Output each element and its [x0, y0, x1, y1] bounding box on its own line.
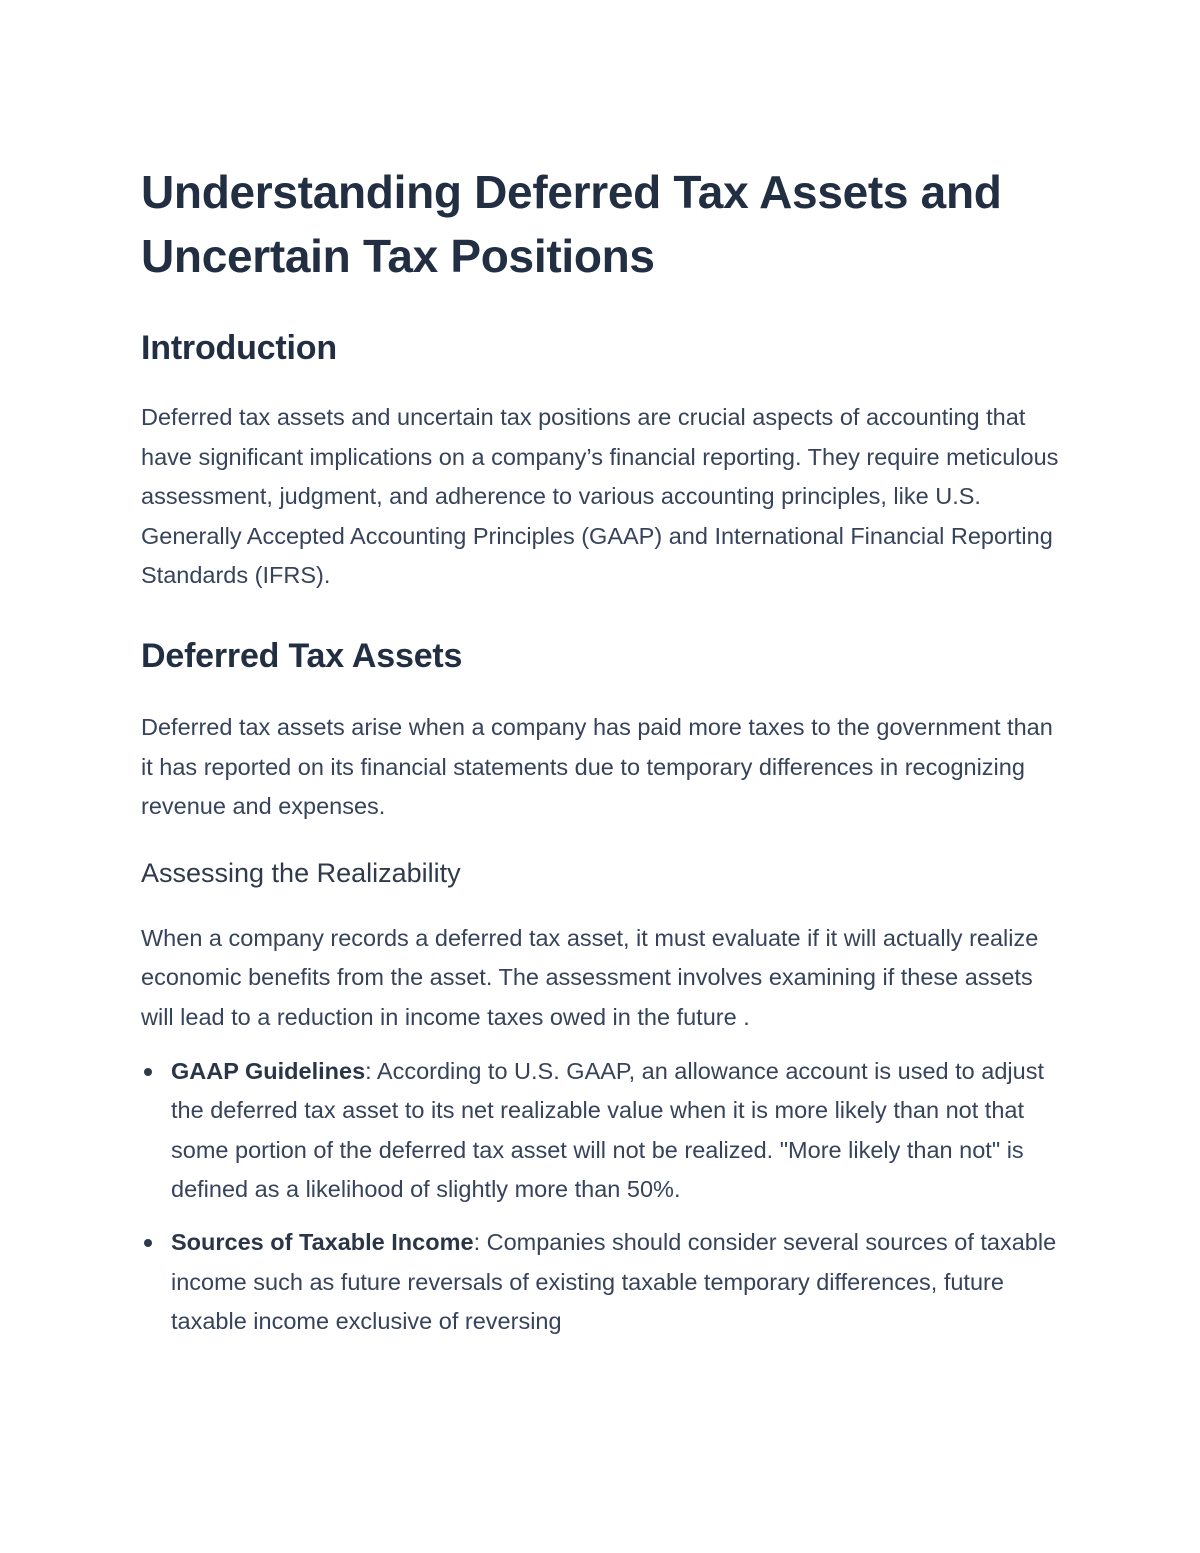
section-heading-introduction: Introduction	[141, 329, 337, 367]
deferred-tax-assets-paragraph: Deferred tax assets arise when a company has paid more taxes to the government than it has reported on its financial statements due to temporary differences in recognizing revenue and expenses.	[141, 713, 1053, 820]
realizability-bullet-list	[141, 1052, 1061, 1342]
bullet-term: GAAP Guidelines	[171, 1057, 366, 1084]
section-heading-deferred-tax-assets: Deferred Tax Assets	[141, 636, 463, 675]
bullet-text: : According to U.S. GAAP, an allowance account is used to adjust the deferred tax asset to its net realizable value when it is more likely than not that some portion of the deferred tax asset will not be realized. "More likely than not" is defined as a likelihood of slightly more than 50%.	[171, 1057, 1044, 1203]
list-item	[141, 1052, 1061, 1210]
document-title: Understanding Deferred Tax Assets and Uncertain Tax Positions	[141, 166, 1002, 282]
bullet-text: : Companies should consider several sources of taxable income such as future reversals of existing taxable temporary differences, future taxable income exclusive of reversing	[171, 1228, 1057, 1335]
document-page	[141, 160, 1061, 1355]
bullet-icon	[144, 1068, 152, 1076]
bullet-term: Sources of Taxable Income	[171, 1228, 474, 1255]
assessing-realizability-paragraph: When a company records a deferred tax asset, it must evaluate if it will actually realize economic benefits from the asset. The assessment involves examining if these assets will lead to a reduction in income taxes owed in the future .	[141, 924, 1039, 1030]
introduction-paragraph: Deferred tax assets and uncertain tax positions are crucial aspects of accounting that have significant implications on a company’s financial reporting. They require meticulous assessment, judgment, and adherence to various accounting principles, like U.S. Generally Accepted Accounting Principles (GAAP) and International Financial Reporting Standards (IFRS).	[141, 404, 1059, 589]
subsection-heading-assessing-realizability: Assessing the Realizability	[141, 857, 461, 888]
bullet-icon	[144, 1239, 152, 1247]
list-item	[141, 1223, 1061, 1342]
